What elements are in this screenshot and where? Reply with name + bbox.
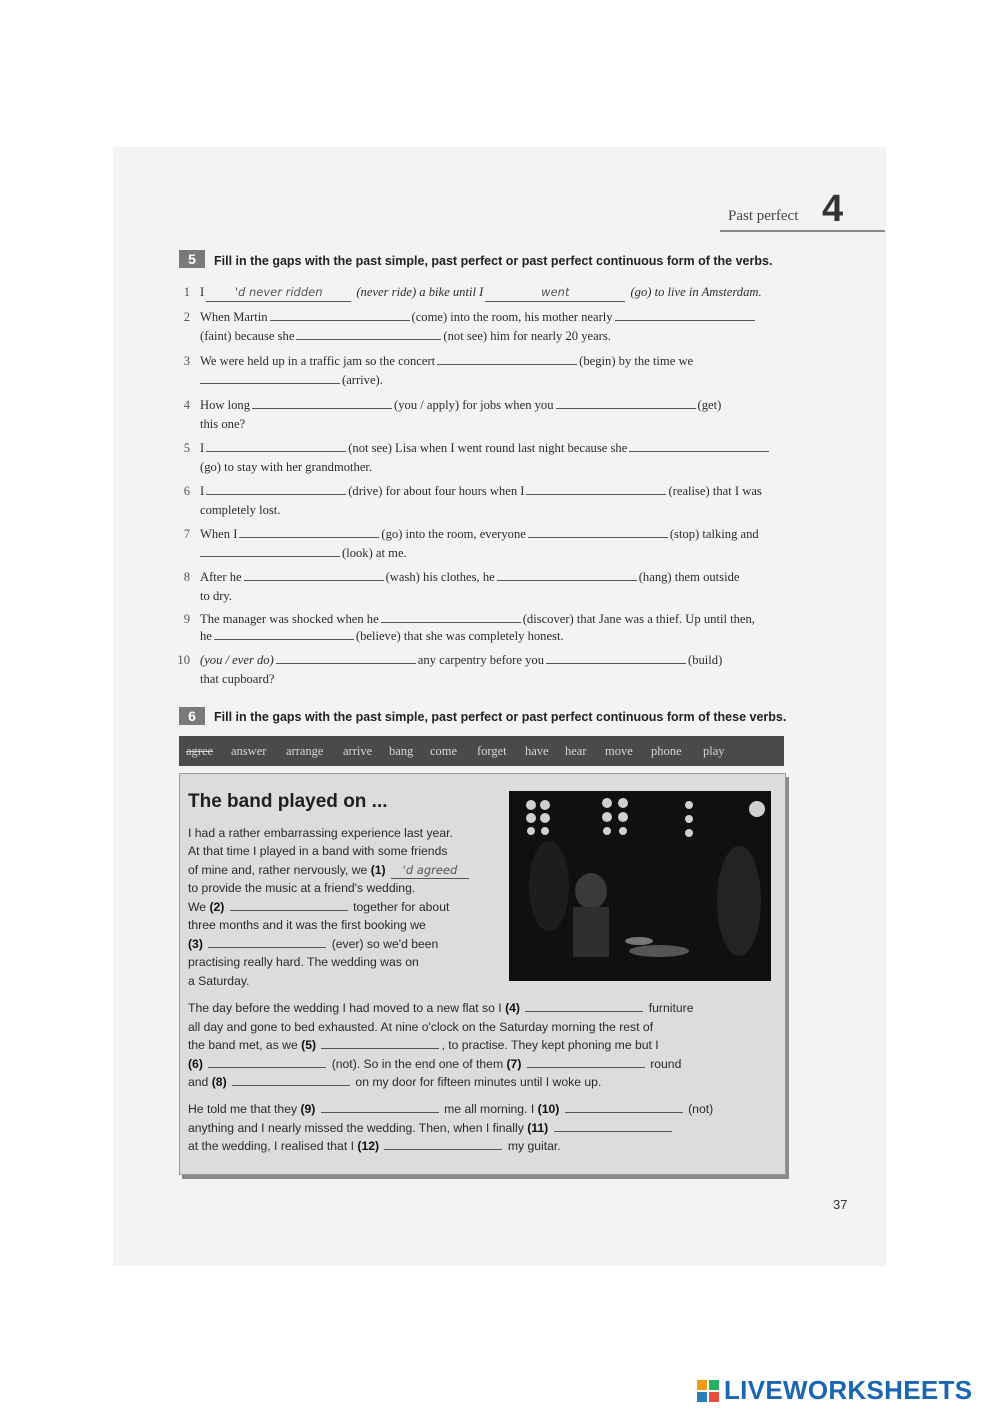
item-text: When Martin — [200, 310, 268, 324]
item-text: (not see) him for nearly 20 years. — [443, 329, 611, 343]
item-text: (believe) that she was completely honest. — [355, 629, 564, 643]
story-line: three months and it was the first booking we — [188, 918, 426, 932]
word-chip: phone — [651, 744, 682, 758]
word-chip: play — [703, 744, 725, 758]
gap-number: (2) — [209, 900, 225, 914]
item-text: (faint) because she — [200, 329, 295, 343]
section-title: Past perfect — [728, 208, 799, 224]
liveworksheets-logo[interactable]: LIVEWORKSHEETS — [724, 1375, 973, 1405]
item-text: When I — [200, 527, 238, 541]
item-text: The manager was shocked when he — [200, 612, 379, 626]
story-line — [188, 1073, 601, 1091]
item-text: any carpentry before you — [417, 653, 545, 667]
answer-gap[interactable] — [252, 396, 392, 409]
gap-number: (10) — [537, 1102, 560, 1116]
answer-gap[interactable] — [200, 371, 340, 384]
exercise-6-instruction: Fill in the gaps with the past simple, past perfect or past perfect continuous form of these verbs. — [214, 710, 787, 724]
item-text: this one? — [200, 417, 246, 431]
answer-gap[interactable] — [276, 651, 416, 664]
story-line: all day and gone to bed exhausted. At nine o'clock on the Saturday morning the rest of — [188, 1020, 654, 1034]
item-text: We were held up in a traffic jam so the concert — [200, 354, 436, 368]
item-text: (drive) for about four hours when I — [348, 484, 525, 498]
word-chip: arrange — [286, 744, 324, 758]
story-gap-10[interactable] — [565, 1100, 683, 1113]
story-text: furniture — [648, 1001, 694, 1015]
item-text: (go) to live in Amsterdam. — [630, 285, 762, 299]
item-text: (realise) that I was — [668, 484, 762, 498]
answer-gap[interactable] — [200, 544, 340, 557]
exercise-5-number: 5 — [179, 250, 205, 268]
story-gap-11[interactable] — [554, 1119, 672, 1132]
story-line: At that time I played in a band with some friends — [188, 844, 448, 858]
word-chip: bang — [389, 744, 414, 758]
story-text: together for about — [353, 900, 450, 914]
exercise-5-instruction: Fill in the gaps with the past simple, past perfect or past perfect continuous form of the verbs. — [214, 254, 773, 268]
story-line — [188, 1137, 561, 1155]
answer-gap-1[interactable]: 'd never ridden — [206, 286, 351, 302]
story-text: the band met, as we — [188, 1038, 298, 1052]
item-number: 7 — [183, 527, 190, 541]
item-text: (begin) by the time we — [579, 354, 694, 368]
word-chip: answer — [231, 744, 267, 758]
story-text: (not). So in the end one of them — [331, 1057, 504, 1071]
item-number: 6 — [183, 484, 190, 498]
item-number: 9 — [183, 612, 190, 626]
item-text: (never ride) a bike until I — [356, 285, 484, 299]
word-chip: forget — [477, 744, 507, 758]
answer-gap[interactable] — [296, 327, 441, 340]
answer-gap[interactable] — [546, 651, 686, 664]
item-text: that cupboard? — [200, 672, 275, 686]
story-line: to provide the music at a friend's wedding. — [188, 881, 416, 895]
exercise-6-number: 6 — [179, 707, 205, 725]
story-gap-9[interactable] — [321, 1100, 439, 1113]
story-gap-5[interactable] — [321, 1036, 439, 1049]
story-text: He told me that they — [188, 1102, 298, 1116]
answer-gap[interactable] — [206, 439, 346, 452]
story-gap-3[interactable] — [208, 935, 326, 948]
answer-gap[interactable] — [629, 439, 769, 452]
answer-gap[interactable] — [206, 482, 346, 495]
story-line — [188, 1119, 674, 1137]
story-text: (ever) so we'd been — [331, 937, 439, 951]
story-text: of mine and, rather nervously, we — [188, 863, 368, 877]
item-number: 5 — [183, 441, 190, 455]
answer-gap[interactable] — [381, 610, 521, 623]
answer-gap[interactable] — [437, 352, 577, 365]
word-chip: agree — [186, 744, 214, 758]
story-gap-8[interactable] — [232, 1073, 350, 1086]
answer-gap[interactable] — [526, 482, 666, 495]
story-text: anything and I nearly missed the wedding. Then, when I finally — [188, 1121, 524, 1135]
story-text: on my door for fifteen minutes until I woke up. — [355, 1075, 602, 1089]
story-text: The day before the wedding I had moved to a new flat so I — [188, 1001, 502, 1015]
unit-number: 4 — [822, 188, 844, 230]
band-photo-image — [509, 791, 771, 981]
item-text: (arrive). — [342, 373, 383, 387]
item-number: 1 — [183, 285, 190, 299]
answer-gap[interactable] — [497, 568, 637, 581]
gap-number: (12) — [357, 1139, 380, 1153]
story-gap-4[interactable] — [525, 999, 643, 1012]
gap-number: (1) — [370, 863, 386, 877]
gap-number: (6) — [188, 1057, 203, 1071]
story-line — [188, 898, 449, 916]
gap-number: (7) — [506, 1057, 522, 1071]
word-chip: arrive — [343, 744, 373, 758]
story-line: a Saturday. — [188, 974, 250, 988]
item-text: (not see) Lisa when I went round last night because she — [348, 441, 628, 455]
item-number: 10 — [177, 653, 190, 667]
story-text: We — [188, 900, 207, 914]
item-text: (go) into the room, everyone — [381, 527, 526, 541]
story-line — [188, 935, 438, 953]
gap-number: (4) — [505, 1001, 520, 1015]
item-text: (come) into the room, his mother nearly — [411, 310, 613, 324]
item-text: completely lost. — [200, 503, 281, 517]
item-text: I — [200, 285, 205, 299]
story-line — [188, 999, 693, 1017]
answer-gap[interactable] — [270, 308, 410, 321]
item-text: (stop) talking and — [669, 527, 759, 541]
item-text: (go) to stay with her grandmother. — [200, 460, 373, 474]
item-text: (hang) them outside — [638, 570, 740, 584]
gap-number: (5) — [301, 1038, 317, 1052]
story-text: , to practise. They kept phoning me but I — [441, 1038, 659, 1052]
page-number: 37 — [833, 1197, 848, 1212]
word-chip: hear — [565, 744, 587, 758]
item-number: 2 — [183, 310, 190, 324]
answer-gap[interactable] — [615, 308, 755, 321]
story-line — [188, 1055, 681, 1073]
story-text: and — [188, 1075, 209, 1089]
story-gap-6[interactable] — [208, 1055, 326, 1068]
word-chip: move — [605, 744, 633, 758]
answer-gap[interactable] — [528, 525, 668, 538]
story-text: me all morning. I — [444, 1102, 535, 1116]
story-gap-1[interactable]: 'd agreed — [391, 864, 469, 879]
story-text: round — [650, 1057, 682, 1071]
header-rule — [720, 230, 885, 232]
liveworksheets-logo-icon — [697, 1380, 719, 1402]
band-photo — [509, 791, 771, 981]
item-text: he — [200, 629, 212, 643]
gap-number: (9) — [300, 1102, 316, 1116]
item-number: 3 — [183, 354, 190, 368]
item-text: (you / ever do) — [200, 653, 274, 667]
word-chip: have — [525, 744, 549, 758]
answer-gap-2[interactable]: went — [485, 286, 625, 302]
item-text: How long — [200, 398, 251, 412]
story-gap-2[interactable] — [230, 898, 348, 911]
item-text: (you / apply) for jobs when you — [394, 398, 554, 412]
word-bank — [179, 736, 784, 766]
story-line — [188, 1036, 659, 1054]
item-text: (look) at me. — [342, 546, 407, 560]
item-text: (build) — [688, 653, 723, 667]
story-line: practising really hard. The wedding was on — [188, 955, 419, 969]
story-title: The band played on ... — [188, 791, 388, 812]
item-text: to dry. — [200, 589, 233, 603]
gap-number: (11) — [527, 1121, 549, 1135]
item-text: (wash) his clothes, he — [385, 570, 495, 584]
story-line — [188, 861, 471, 879]
answer-gap[interactable] — [239, 525, 379, 538]
item-text: (discover) that Jane was a thief. Up until then, — [522, 612, 755, 626]
answer-gap[interactable] — [556, 396, 696, 409]
story-text: at the wedding, I realised that I — [188, 1139, 354, 1153]
item-number: 8 — [183, 570, 190, 584]
story-line: I had a rather embarrassing experience last year. — [188, 826, 453, 840]
item-text: (get) — [697, 398, 722, 412]
story-line — [188, 1100, 713, 1118]
word-chip: come — [430, 744, 458, 758]
item-number: 4 — [183, 398, 190, 412]
gap-number: (8) — [211, 1075, 227, 1089]
answer-gap[interactable] — [214, 627, 354, 640]
story-gap-12[interactable] — [384, 1137, 502, 1150]
item-text: After he — [200, 570, 242, 584]
story-text: (not) — [688, 1102, 714, 1116]
story-gap-7[interactable] — [527, 1055, 645, 1068]
story-text: my guitar. — [507, 1139, 561, 1153]
gap-number: (3) — [188, 937, 203, 951]
answer-gap[interactable] — [244, 568, 384, 581]
